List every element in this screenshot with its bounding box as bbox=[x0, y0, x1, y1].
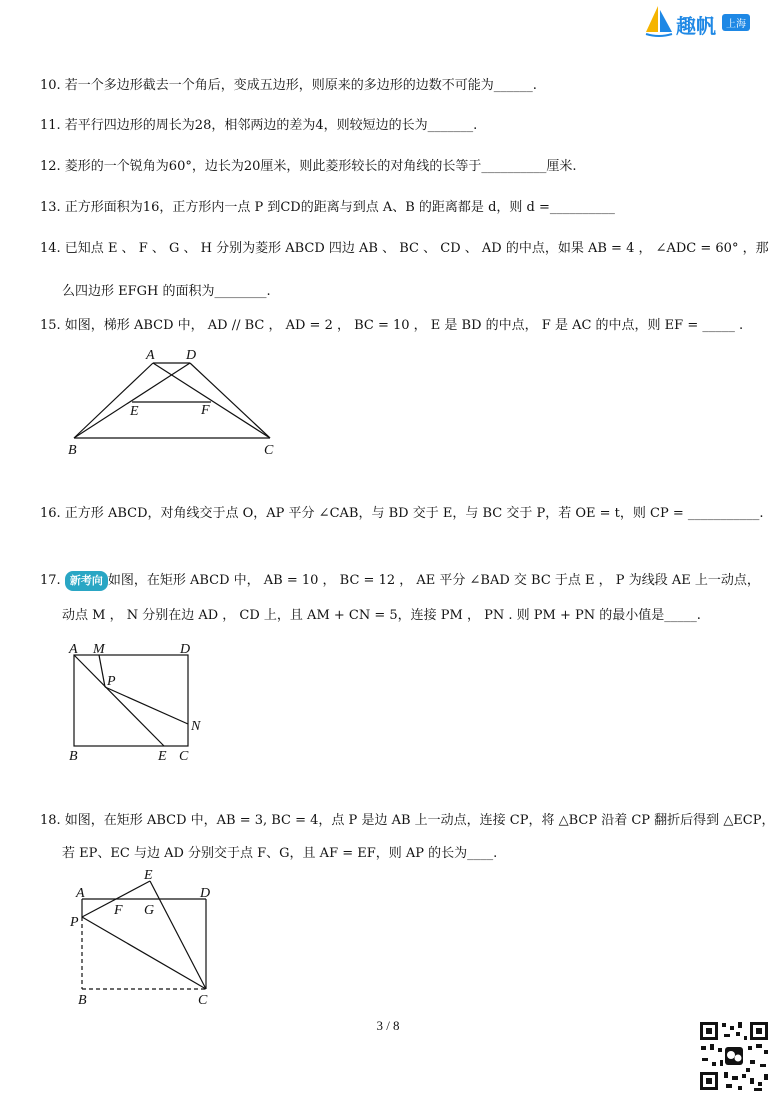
figure-15-trapezoid bbox=[60, 345, 290, 460]
question-11: 11. 若平行四边形的周长为28，相邻两边的差为4，则较短边的长为_______. bbox=[40, 118, 478, 133]
label-D: D bbox=[186, 348, 197, 363]
label-P: P bbox=[70, 915, 79, 930]
question-16: 16. 正方形 ABCD，对角线交于点 O，AP 平分 ∠CAB，与 BD 交于 E，与 BC 交于 P，若 OE = t，则 CP = ___________. bbox=[40, 506, 764, 521]
label-C: C bbox=[179, 749, 189, 764]
question-14-line1: 14. 已知点 E 、 F 、 G 、 H 分别为菱形 ABCD 四边 AB 、 BC 、 CD 、 AD 的中点，如果 AB = 4 ， ∠ADC = 60° ，那 bbox=[40, 241, 769, 256]
label-B: B bbox=[68, 443, 77, 458]
segment-PN bbox=[105, 687, 188, 724]
question-18-line1: 18. 如图，在矩形 ABCD 中，AB = 3, BC = 4，点 P 是边 AB 上一动点，连接 CP，将 △BCP 沿着 CP 翻折后得到 △ECP， bbox=[40, 813, 775, 828]
question-13: 13. 正方形面积为16，正方形内一点 P 到CD的距离与到点 A、B 的距离都是 d，则 d =__________ bbox=[40, 200, 615, 215]
diagonal-AC bbox=[153, 363, 270, 438]
brand-badge: 上海 bbox=[722, 14, 750, 31]
segment-DC bbox=[190, 363, 270, 438]
label-D: D bbox=[180, 642, 191, 657]
question-15: 15. 如图，梯形 ABCD 中， AD // BC ， AD = 2 ， BC = 10 ， E 是 BD 的中点， F 是 AC 的中点，则 EF = _____ . bbox=[40, 318, 744, 333]
question-17-line1 bbox=[40, 571, 760, 591]
label-M: M bbox=[93, 642, 105, 657]
figure-17-rectangle bbox=[62, 638, 212, 766]
label-A: A bbox=[69, 642, 78, 657]
label-B: B bbox=[69, 749, 78, 764]
label-E: E bbox=[144, 868, 153, 883]
label-F: F bbox=[114, 903, 123, 918]
question-10: 10. 若一个多边形截去一个角后，变成五边形，则原来的多边形的边数不可能为______. bbox=[40, 78, 537, 93]
label-A: A bbox=[76, 886, 85, 901]
brand-logo bbox=[644, 4, 764, 40]
diagonal-BD bbox=[74, 363, 190, 438]
new-trend-badge: 新考向 bbox=[65, 571, 108, 591]
label-D: D bbox=[200, 886, 211, 901]
page-number: 3 / 8 bbox=[376, 1018, 400, 1033]
label-C: C bbox=[264, 443, 274, 458]
question-17-text: 如图，在矩形 ABCD 中， AB = 10 ， BC = 12 ， AE 平分 ∠BAD 交 BC 于点 E ， P 为线段 AE 上一动点， bbox=[107, 573, 760, 588]
segment-MP bbox=[99, 655, 105, 687]
label-B: B bbox=[78, 993, 87, 1008]
rectangle-ABCD bbox=[74, 655, 188, 746]
qr-code-icon bbox=[698, 1020, 770, 1092]
sail-icon bbox=[644, 4, 674, 38]
question-17-number: 17. bbox=[40, 573, 61, 588]
label-F: F bbox=[201, 403, 210, 418]
question-12: 12. 菱形的一个锐角为60°，边长为20厘米，则此菱形较长的对角线的长等于__________厘米. bbox=[40, 159, 577, 174]
label-A: A bbox=[146, 348, 155, 363]
question-18-line2: 若 EP、EC 与边 AD 分别交于点 F、G，且 AF = EF，则 AP 的长为____. bbox=[62, 846, 498, 861]
segment-AB bbox=[74, 363, 153, 438]
figure-18-fold bbox=[64, 864, 224, 1010]
label-P: P bbox=[107, 674, 116, 689]
label-G: G bbox=[144, 903, 155, 918]
label-E: E bbox=[158, 749, 167, 764]
question-14-line2: 么四边形 EFGH 的面积为________. bbox=[62, 284, 271, 299]
question-17-line2: 动点 M ， N 分别在边 AD ， CD 上，且 AM + CN = 5，连接 PM ， PN . 则 PM + PN 的最小值是_____. bbox=[62, 608, 701, 623]
label-C: C bbox=[198, 993, 208, 1008]
segment-AE bbox=[74, 655, 164, 746]
label-N: N bbox=[191, 719, 201, 734]
label-E: E bbox=[130, 404, 139, 419]
brand-name: 趣帆 bbox=[676, 14, 716, 38]
